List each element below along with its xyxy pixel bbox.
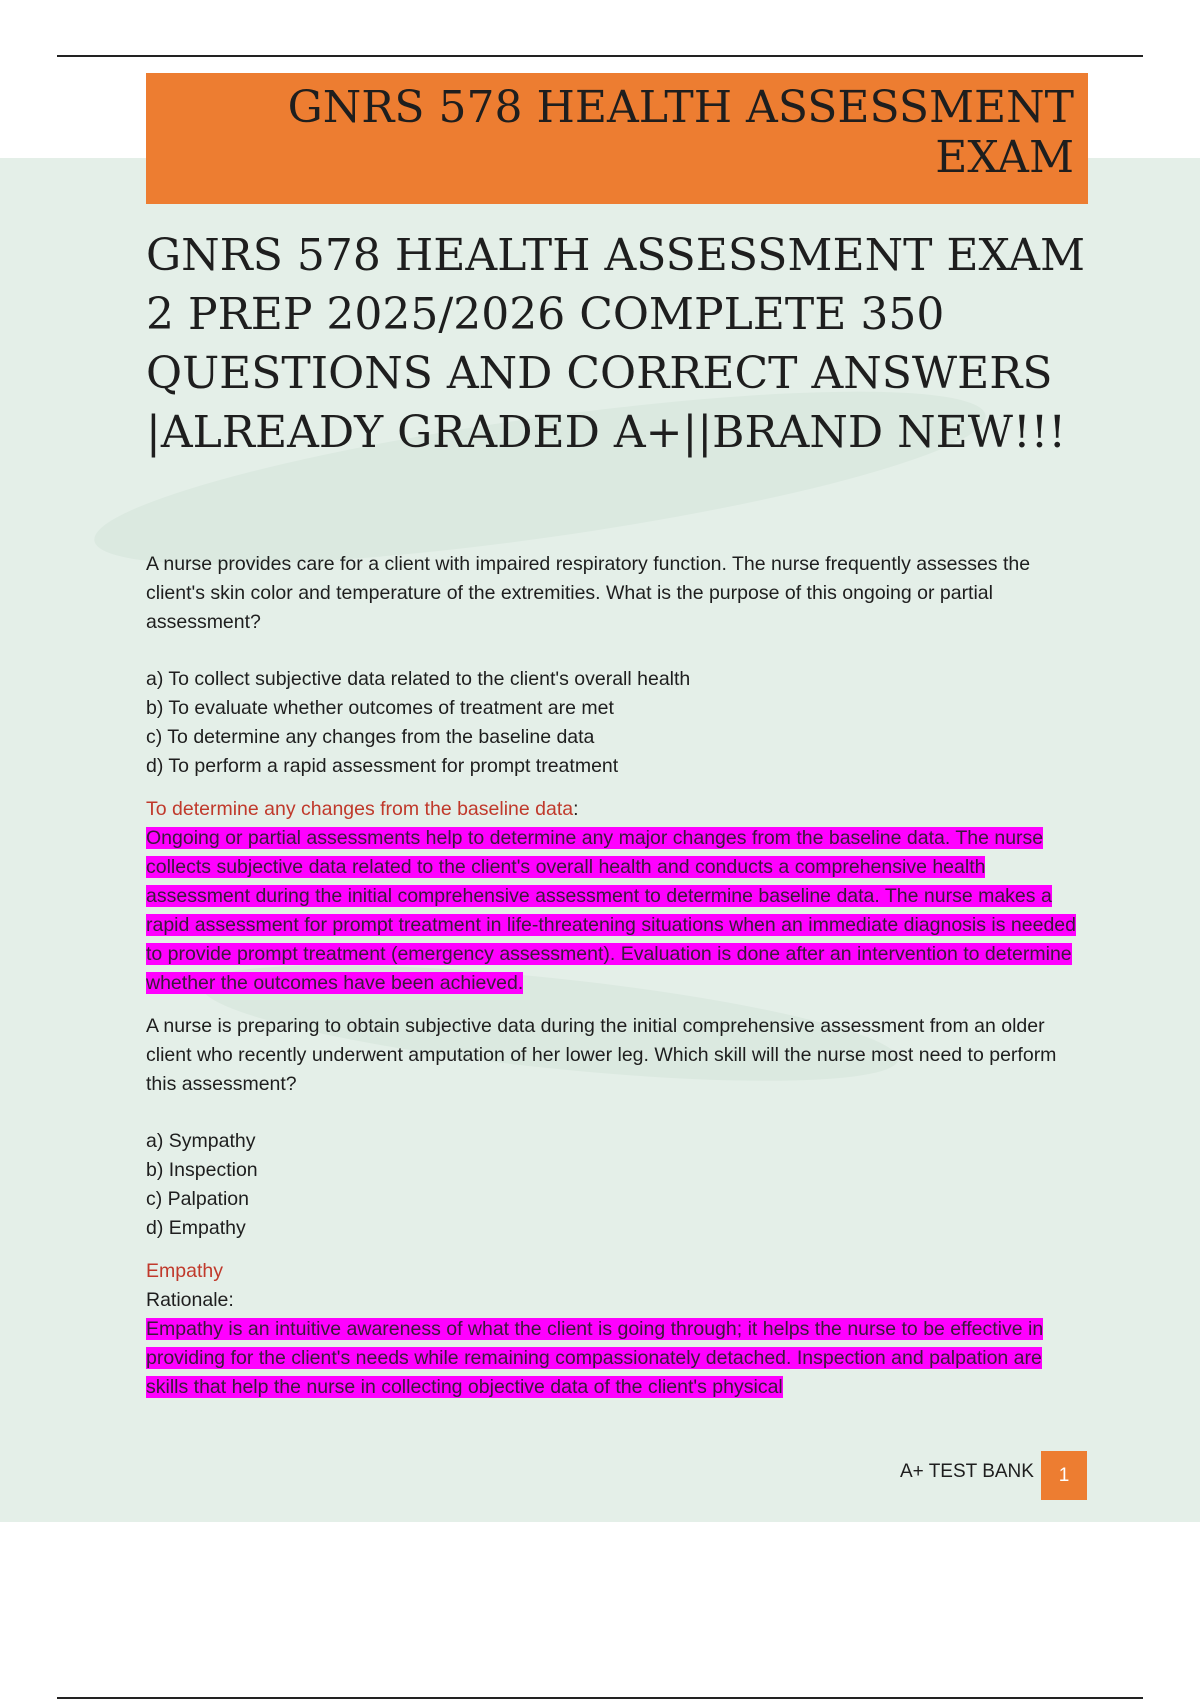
correct-answer: Empathy bbox=[146, 1260, 223, 1282]
option-c: c) Palpation bbox=[146, 1188, 249, 1210]
rationale-paragraph bbox=[146, 824, 1086, 998]
rationale-paragraph bbox=[146, 1315, 1086, 1402]
top-rule bbox=[57, 55, 1143, 57]
answer-options bbox=[146, 665, 1086, 781]
question-text: A nurse is preparing to obtain subjective data during the initial comprehensive assessment from an older client who recently underwent amputation of her lower leg. Which skill will the nurse most need to perform this assessment? bbox=[146, 1015, 1057, 1095]
spacer bbox=[146, 998, 1086, 1012]
rationale-highlight: Empathy is an intuitive awareness of what the client is going through; it helps the nurse to be effective in providing for the client's needs while remaining compassionately detached. Inspection and palpation are skills that help the nurse in collecting objective data of the client's physical bbox=[146, 1318, 1044, 1398]
title-line-2: 2 PREP 2025/2026 COMPLETE 350 bbox=[146, 289, 945, 340]
option-a: a) Sympathy bbox=[146, 1130, 256, 1152]
title-line-3: QUESTIONS AND CORRECT ANSWERS bbox=[146, 348, 1053, 399]
banner-line-2: EXAM bbox=[935, 132, 1074, 183]
option-b: b) To evaluate whether outcomes of treatment are met bbox=[146, 697, 614, 719]
page-number: 1 bbox=[1041, 1451, 1087, 1500]
answer-options bbox=[146, 1127, 1086, 1243]
correct-answer-line bbox=[146, 1257, 1086, 1286]
option-d: d) Empathy bbox=[146, 1217, 246, 1239]
header-banner bbox=[146, 73, 1088, 204]
banner-line-1: GNRS 578 HEALTH ASSESSMENT bbox=[287, 82, 1074, 133]
document-body bbox=[146, 550, 1086, 1402]
title-line-4: |ALREADY GRADED A+||BRAND NEW!!! bbox=[146, 407, 1067, 458]
title-line-1: GNRS 578 HEALTH ASSESSMENT EXAM bbox=[146, 230, 1086, 281]
option-c: c) To determine any changes from the baseline data bbox=[146, 726, 595, 748]
option-d: d) To perform a rapid assessment for prompt treatment bbox=[146, 755, 619, 777]
rationale-highlight: Ongoing or partial assessments help to determine any major changes from the baseline data. The nurse collects subjective data related to the client's overall health and conducts a comprehensive health assessment during the initial comprehensive assessment to determine baseline data. The nurse makes a rapid assessment for prompt treatment in life-threatening situations when an immediate diagnosis is needed to provide prompt treatment (emergency assessment). Evaluation is done after an intervention to determine whether the outcomes have been achieved. bbox=[146, 827, 1077, 994]
correct-answer-line bbox=[146, 795, 1086, 824]
footer-label: A+ TEST BANK bbox=[900, 1461, 1034, 1482]
option-a: a) To collect subjective data related to the client's overall health bbox=[146, 668, 691, 690]
bottom-rule bbox=[57, 1697, 1143, 1699]
answer-colon: : bbox=[573, 798, 579, 820]
correct-answer: To determine any changes from the baseline data bbox=[146, 798, 574, 820]
option-b: b) Inspection bbox=[146, 1159, 258, 1181]
question-text: A nurse provides care for a client with impaired respiratory function. The nurse frequently assesses the client's skin color and temperature of the extremities. What is the purpose of this ongoing or partial assessment? bbox=[146, 553, 1031, 633]
rationale-label: Rationale: bbox=[146, 1289, 234, 1311]
document-title bbox=[146, 226, 1096, 462]
